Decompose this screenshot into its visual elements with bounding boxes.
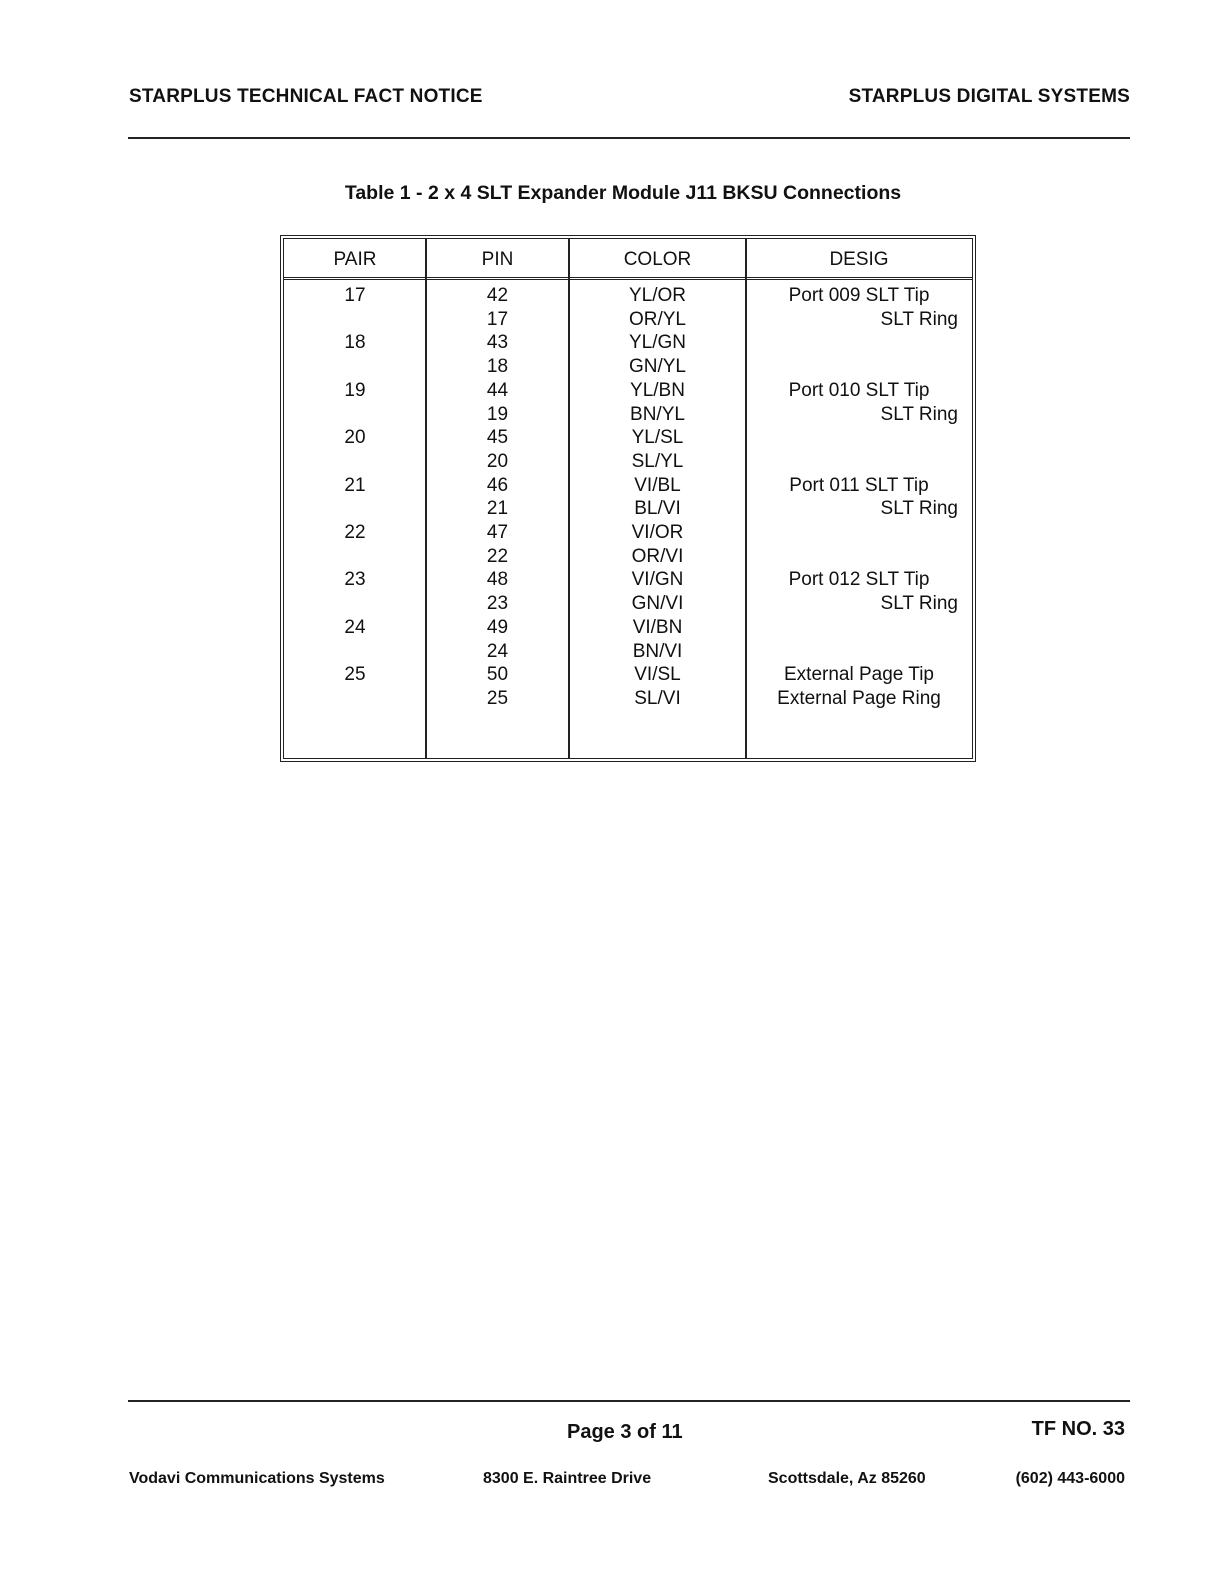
cell-pair [284, 545, 426, 569]
cell-color: OR/VI [631, 545, 684, 567]
cell-desig [746, 450, 972, 474]
cell-color: YL/OR [628, 285, 687, 306]
cell-desig: External Page Ring [777, 687, 941, 709]
cell-desig: SLT Ring [880, 498, 958, 520]
cell-pin: 45 [486, 427, 509, 449]
cell-pair [284, 687, 426, 711]
cell-color: YL/GN [628, 332, 687, 354]
cell-pin: 19 [486, 403, 509, 425]
cell-pair: 22 [344, 522, 366, 543]
cell-pin: 18 [486, 356, 509, 378]
cell-desig [746, 616, 972, 640]
cell-color: BN/VI [632, 640, 683, 662]
column-header-pin: PIN [481, 249, 514, 270]
cell-desig [746, 331, 972, 355]
cell-desig: External Page Tip [784, 664, 934, 686]
cell-pair: 23 [344, 569, 366, 591]
cell-color: YL/BN [630, 379, 685, 401]
tf-number: TF NO. 33 [1031, 1418, 1125, 1440]
cell-desig: Port 012 SLT Tip [788, 569, 930, 591]
cell-pin: 24 [486, 640, 509, 662]
cell-color: GN/VI [631, 593, 684, 615]
cell-pin: 49 [486, 616, 509, 638]
table-caption: Table 1 - 2 x 4 SLT Expander Module J11 BKSU Connections [344, 182, 902, 204]
cell-pair: 19 [344, 379, 366, 401]
cell-pair [284, 403, 426, 427]
cell-color: VI/SL [634, 664, 681, 686]
cell-pair [284, 355, 426, 379]
cell-pin: 50 [486, 664, 509, 686]
cell-desig: Port 010 SLT Tip [788, 379, 930, 401]
cell-desig [746, 640, 972, 664]
cell-color: GN/YL [628, 356, 687, 378]
cell-pair: 25 [344, 664, 366, 686]
company-name: Vodavi Communications Systems [129, 1470, 385, 1487]
cell-pair [284, 640, 426, 664]
cell-pair: 21 [344, 474, 366, 496]
cell-desig [746, 355, 972, 379]
cell-pin: 22 [486, 545, 509, 567]
connections-table [280, 235, 976, 762]
footer-divider [128, 1400, 1130, 1402]
cell-pin: 46 [486, 474, 509, 496]
cell-desig [746, 521, 972, 545]
cell-desig: Port 009 SLT Tip [788, 285, 930, 306]
cell-color: SL/YL [631, 450, 684, 472]
cell-color: YL/SL [631, 427, 684, 449]
cell-color: BN/YL [630, 403, 685, 425]
cell-pin: 23 [486, 593, 509, 615]
cell-color: VI/BL [634, 474, 681, 496]
cell-pin: 21 [486, 498, 509, 520]
cell-desig: SLT Ring [880, 593, 958, 615]
page-number: Page 3 of 11 [567, 1421, 683, 1443]
header-left-title: STARPLUS TECHNICAL FACT NOTICE [129, 86, 483, 107]
cell-pair [284, 592, 426, 616]
cell-color: VI/BN [632, 616, 683, 638]
cell-desig: SLT Ring [880, 308, 958, 330]
column-header-color: COLOR [623, 249, 692, 270]
cell-pair: 24 [344, 616, 366, 638]
street-address: 8300 E. Raintree Drive [483, 1470, 652, 1487]
column-header-desig: DESIG [829, 249, 889, 270]
cell-desig: Port 011 SLT Tip [789, 474, 929, 496]
city-address: Scottsdale, Az 85260 [768, 1470, 926, 1487]
cell-color: VI/GN [631, 569, 684, 591]
cell-pair [284, 308, 426, 332]
cell-color: BL/VI [634, 498, 681, 520]
cell-pin: 48 [486, 569, 509, 591]
cell-desig [746, 545, 972, 569]
cell-pin: 25 [486, 687, 509, 709]
cell-color: SL/VI [634, 687, 681, 709]
cell-pin: 43 [486, 332, 509, 354]
cell-pin: 17 [486, 308, 509, 330]
phone-number: (602) 443-6000 [1015, 1470, 1125, 1487]
cell-color: OR/YL [628, 308, 687, 330]
cell-pin: 20 [486, 450, 509, 472]
cell-pair [284, 450, 426, 474]
table-header-row [284, 239, 972, 280]
header-right-title: STARPLUS DIGITAL SYSTEMS [848, 86, 1130, 107]
cell-pin: 44 [486, 379, 509, 401]
cell-pair [284, 497, 426, 521]
cell-pin: 42 [486, 285, 509, 306]
cell-pair: 17 [344, 285, 366, 306]
cell-desig: SLT Ring [880, 403, 958, 425]
cell-pin: 47 [486, 522, 509, 543]
cell-color: VI/OR [631, 522, 684, 543]
column-header-pair: PAIR [333, 249, 377, 270]
cell-pair: 18 [344, 332, 366, 354]
cell-pair: 20 [344, 427, 366, 449]
cell-desig [746, 426, 972, 450]
header-divider [128, 137, 1130, 139]
